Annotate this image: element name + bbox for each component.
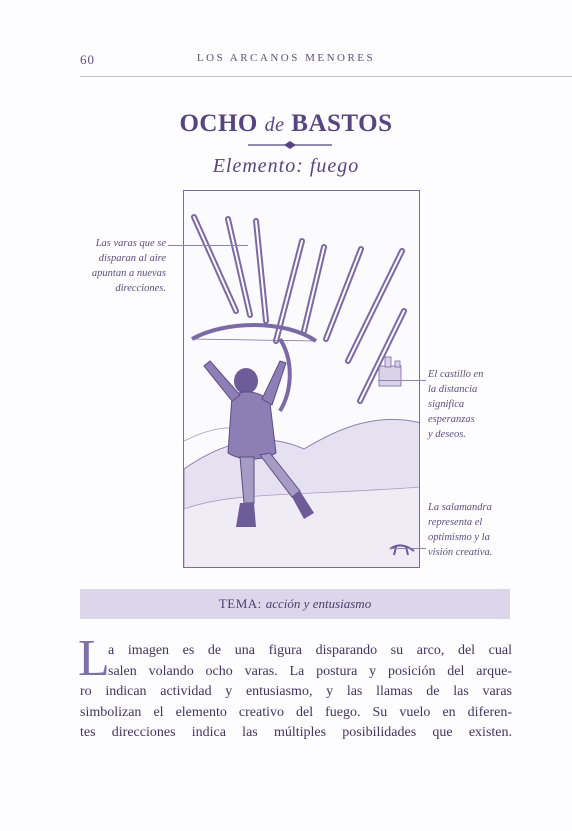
card-title xyxy=(0,110,572,138)
callout-line: visión creativa. xyxy=(428,547,493,558)
callout-line: direcciones. xyxy=(115,283,166,294)
callout-line: significa xyxy=(428,399,465,410)
body-line: tes direcciones indica las múltiples posibilidades que existen. xyxy=(80,725,512,741)
callout-salamander xyxy=(428,500,548,560)
theme-band xyxy=(80,589,510,619)
title-word-de: de xyxy=(264,114,285,136)
callout-line: apuntan a nuevas xyxy=(91,268,166,279)
tarot-card-illustration xyxy=(183,190,420,568)
theme-value: acción y entusiasmo xyxy=(265,596,372,611)
callout-line: representa el xyxy=(428,517,483,528)
running-head: LOS ARCANOS MENORES xyxy=(196,52,376,64)
drop-cap: L xyxy=(78,630,110,687)
body-line: ro indican actividad y entusiasmo, y las llamas de las varas xyxy=(80,684,512,700)
title-ornament xyxy=(248,140,332,150)
callout-castle xyxy=(428,367,538,442)
title-word-ocho: OCHO xyxy=(179,110,258,137)
callout-leader-arrows xyxy=(168,245,248,246)
body-line: a imagen es de una figura disparando su arco, del cual xyxy=(108,643,512,658)
body-line: salen volando ocho varas. La postura y posición del arque- xyxy=(108,663,512,679)
page-number: 60 xyxy=(80,52,95,67)
callout-leader-salamander xyxy=(390,548,426,549)
body-line: simbolizan el elemento creativo del fuego. Su vuelo en diferen- xyxy=(80,704,512,720)
callout-line: y deseos. xyxy=(428,429,466,440)
title-word-bastos: BASTOS xyxy=(291,110,393,137)
body-paragraph xyxy=(80,641,512,744)
card-subtitle: Elemento: fuego xyxy=(212,155,360,177)
callout-line: disparan al aire xyxy=(98,253,166,264)
callout-line: esperanzas xyxy=(428,414,475,425)
callout-leader-castle xyxy=(378,380,426,381)
callout-line: El castillo en xyxy=(428,369,484,380)
callout-line: La salamandra xyxy=(428,502,492,513)
callout-arrows xyxy=(50,236,166,296)
header-rule xyxy=(80,76,572,77)
callout-line: optimismo y la xyxy=(428,532,490,543)
callout-line: la distancia xyxy=(428,384,478,395)
theme-label: TEMA: xyxy=(218,596,262,611)
callout-line: Las varas que se xyxy=(95,238,166,249)
